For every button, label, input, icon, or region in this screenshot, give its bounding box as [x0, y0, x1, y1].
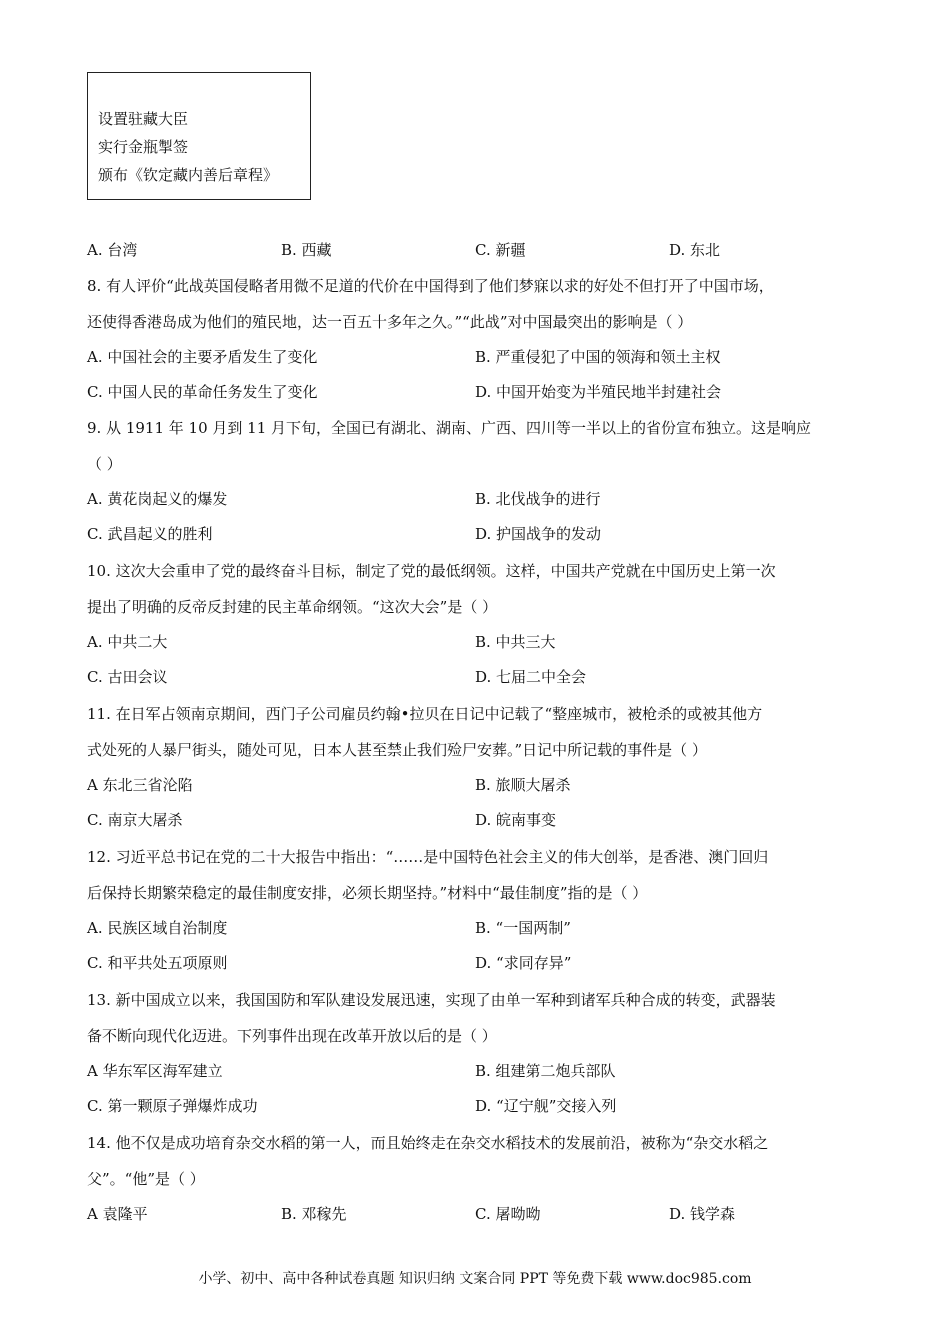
- q12-option-b: B. “一国两制”: [475, 919, 571, 937]
- q13-option-d: D. “辽宁舰”交接入列: [475, 1097, 617, 1115]
- question-14-line: 14. 他不仅是成功培育杂交水稻的第一人，而且始终走在杂交水稻技术的发展前沿，被称为“杂交水稻之: [87, 1134, 769, 1152]
- info-box-line: 颁布《钦定藏内善后章程》: [98, 166, 279, 184]
- question-12-line: 后保持长期繁荣稳定的最佳制度安排，必须长期坚持。”材料中“最佳制度”指的是（ ）: [87, 884, 648, 902]
- info-box-line: 实行金瓶掣签: [98, 138, 189, 156]
- question-10-line: 提出了明确的反帝反封建的民主革命纲领。“这次大会”是（ ）: [87, 598, 498, 616]
- q9-option-a: A. 黄花岗起义的爆发: [87, 490, 228, 508]
- question-9-line: （ ）: [87, 455, 122, 473]
- q7-option-d: D. 东北: [669, 241, 721, 259]
- q14-option-a: A 袁隆平: [87, 1205, 148, 1223]
- q10-option-a: A. 中共二大: [87, 633, 168, 651]
- q7-option-c: C. 新疆: [475, 241, 526, 259]
- q9-option-d: D. 护国战争的发动: [475, 525, 602, 543]
- q7-option-a: A. 台湾: [87, 241, 138, 259]
- q13-option-c: C. 第一颗原子弹爆炸成功: [87, 1097, 258, 1115]
- question-13-line: 备不断向现代化迈进。下列事件出现在改革开放以后的是（ ）: [87, 1027, 497, 1045]
- q8-option-b: B. 严重侵犯了中国的领海和领土主权: [475, 348, 721, 366]
- q8-option-a: A. 中国社会的主要矛盾发生了变化: [87, 348, 318, 366]
- question-12-line: 12. 习近平总书记在党的二十大报告中指出：“……是中国特色社会主义的伟大创举，是香港、澳门回归: [87, 848, 769, 866]
- q11-option-c: C. 南京大屠杀: [87, 811, 183, 829]
- question-9-line: 9. 从 1911 年 10 月到 11 月下旬，全国已有湖北、湖南、广西、四川等一半以上的省份宣布独立。这是响应: [87, 419, 812, 437]
- q12-option-c: C. 和平共处五项原则: [87, 954, 228, 972]
- q10-option-c: C. 古田会议: [87, 668, 168, 686]
- q10-option-d: D. 七届二中全会: [475, 668, 587, 686]
- q14-option-c: C. 屠呦呦: [475, 1205, 541, 1223]
- info-box-line: 设置驻藏大臣: [98, 110, 189, 128]
- question-11-line: 式处死的人暴尸街头，随处可见，日本人甚至禁止我们殓尸安葬。”日记中所记载的事件是（ ）: [87, 741, 707, 759]
- q14-option-d: D. 钱学森: [669, 1205, 736, 1223]
- q13-option-b: B. 组建第二炮兵部队: [475, 1062, 616, 1080]
- q8-option-c: C. 中国人民的革命任务发生了变化: [87, 383, 318, 401]
- question-11-line: 11. 在日军占领南京期间，西门子公司雇员约翰•拉贝在日记中记载了“整座城市，被枪杀的或被其他方: [87, 705, 763, 723]
- q11-option-b: B. 旅顺大屠杀: [475, 776, 571, 794]
- info-box: [87, 72, 311, 200]
- question-13-line: 13. 新中国成立以来，我国国防和军队建设发展迅速，实现了由单一军种到诸军兵种合成的转变，武器装: [87, 991, 776, 1009]
- q14-option-b: B. 邓稼先: [281, 1205, 347, 1223]
- q8-option-d: D. 中国开始变为半殖民地半封建社会: [475, 383, 722, 401]
- question-8-line: 还使得香港岛成为他们的殖民地，达一百五十多年之久。”“此战”对中国最突出的影响是（ ）: [87, 313, 693, 331]
- q7-option-b: B. 西藏: [281, 241, 332, 259]
- q9-option-c: C. 武昌起义的胜利: [87, 525, 213, 543]
- page-footer: 小学、初中、高中各种试卷真题 知识归纳 文案合同 PPT 等免费下载 www.doc985.com: [198, 1271, 752, 1287]
- q10-option-b: B. 中共三大: [475, 633, 556, 651]
- q12-option-d: D. “求同存异”: [475, 954, 572, 972]
- question-14-line: 父”。“他”是（ ）: [87, 1170, 205, 1188]
- q13-option-a: A 华东军区海军建立: [87, 1062, 223, 1080]
- q9-option-b: B. 北伐战争的进行: [475, 490, 601, 508]
- q11-option-a: A 东北三省沦陷: [87, 776, 193, 794]
- q11-option-d: D. 皖南事变: [475, 811, 557, 829]
- question-8-line: 8. 有人评价“此战英国侵略者用微不足道的代价在中国得到了他们梦寐以求的好处不但打开了中国市场，: [87, 277, 774, 295]
- q12-option-a: A. 民族区域自治制度: [87, 919, 228, 937]
- question-10-line: 10. 这次大会重申了党的最终奋斗目标，制定了党的最低纲领。这样，中国共产党就在中国历史上第一次: [87, 562, 776, 580]
